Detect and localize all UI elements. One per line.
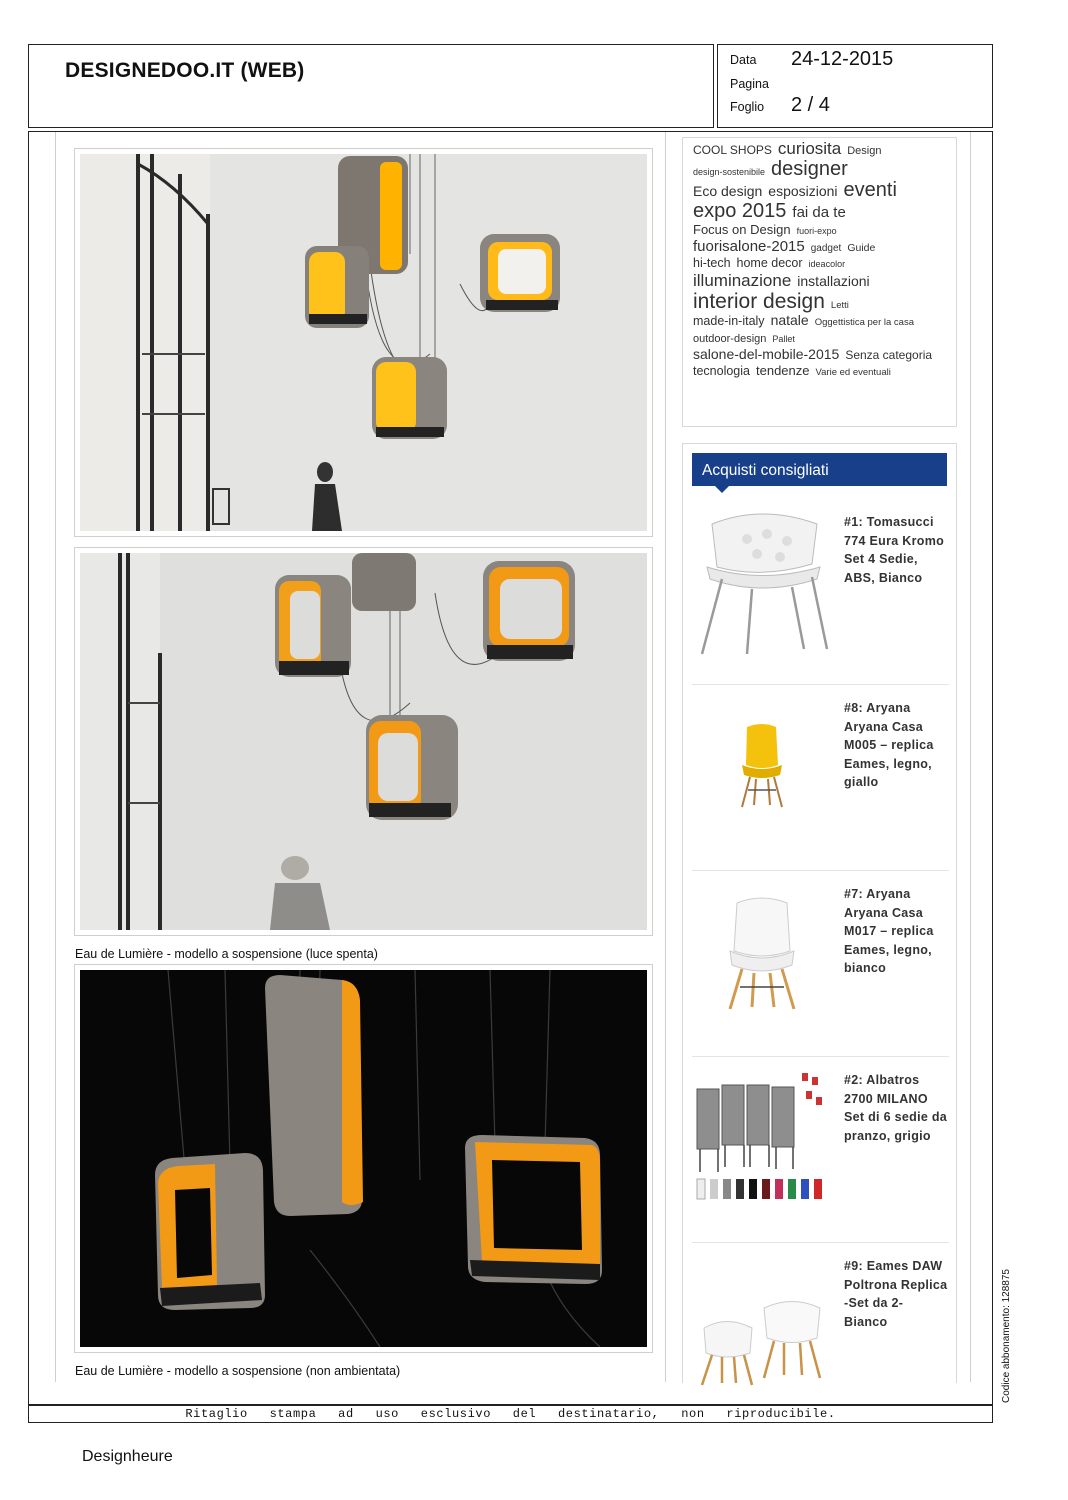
recommended-purchases-widget [682, 443, 957, 1383]
caption-lamps-off: Eau de Lumière - modello a sospensione (luce spenta) [75, 947, 378, 961]
product-item[interactable] [692, 1067, 949, 1243]
date-value: 24-12-2015 [791, 48, 894, 70]
tag-link[interactable]: gadget [810, 242, 842, 254]
header-left-box [28, 44, 714, 128]
tag-link[interactable]: tendenze [756, 363, 810, 379]
publication-title: DESIGNEDOO.IT (WEB) [65, 59, 305, 82]
product-title[interactable]: #2: Albatros 2700 MILANO Set di 6 sedie da pranzo, grigio [844, 1073, 948, 1143]
tag-link[interactable]: Guide [847, 241, 876, 254]
tag-link[interactable]: hi-tech [693, 256, 731, 271]
photo-lamps-studio [74, 964, 653, 1353]
tag-link[interactable]: ideacolor [808, 259, 846, 270]
tag-link[interactable]: Design [847, 145, 882, 157]
tag-link[interactable]: made-in-italy [693, 314, 765, 329]
tag-link[interactable]: design-sostenibile [693, 166, 766, 177]
product-item[interactable] [692, 509, 949, 685]
product-title[interactable]: #8: Aryana Aryana Casa M005 – replica Eames, legno, giallo [844, 701, 934, 790]
tag-link[interactable]: fuorisalone-2015 [693, 237, 805, 255]
product-item[interactable] [692, 1253, 949, 1428]
tag-link[interactable]: Letti [830, 299, 849, 311]
caption-lamps-studio: Eau de Lumière - modello a sospensione (non ambientata) [75, 1364, 401, 1378]
source-name: Designheure [82, 1448, 173, 1465]
product-image[interactable] [692, 1067, 832, 1217]
tag-link[interactable]: Focus on Design [693, 221, 791, 237]
product-image[interactable] [692, 509, 832, 659]
product-image[interactable] [692, 1253, 832, 1403]
tag-link[interactable]: Varie ed eventuali [815, 367, 891, 379]
tag-link[interactable]: fai da te [792, 203, 846, 221]
tag-link[interactable]: natale [770, 312, 809, 329]
column-rule-left [55, 132, 56, 1382]
tag-link[interactable]: illuminazione [693, 271, 792, 291]
column-rule-right [970, 132, 971, 1382]
tag-link[interactable]: interior design [693, 289, 825, 313]
tag-link[interactable]: Pallet [772, 333, 795, 344]
tag-link[interactable]: salone-del-mobile-2015 [693, 345, 840, 362]
product-title[interactable]: #1: Tomasucci 774 Eura Kromo Set 4 Sedie, ABS, Bianco [844, 515, 945, 585]
tag-link[interactable]: Eco design [693, 182, 763, 199]
product-image[interactable] [692, 881, 832, 1031]
tag-link[interactable]: curiosita [777, 139, 842, 158]
tag-link[interactable]: home decor [736, 256, 803, 271]
photo-lamps-lit [74, 148, 653, 537]
column-rule-middle [665, 132, 666, 1382]
product-title[interactable]: #7: Aryana Aryana Casa M017 – replica Eames, legno, bianco [844, 887, 934, 976]
widget-title: Acquisti consigliati [692, 453, 947, 486]
product-title[interactable]: #9: Eames DAW Poltrona Replica -Set da 2- Bianco [844, 1259, 948, 1329]
tag-link[interactable]: Oggettistica per la casa [814, 317, 914, 329]
date-label: Data [730, 53, 757, 67]
product-item[interactable] [692, 881, 949, 1057]
product-image[interactable] [692, 695, 832, 845]
footer-bar [28, 1404, 993, 1423]
tag-link[interactable]: outdoor-design [693, 332, 767, 345]
tag-link[interactable]: expo 2015 [693, 199, 787, 222]
tag-link[interactable]: tecnologia [693, 364, 750, 379]
tag-link[interactable]: installazioni [797, 273, 870, 290]
tag-link[interactable]: eventi [843, 178, 897, 201]
header-meta-box [717, 44, 993, 128]
reproduction-notice: Ritaglio stampa ad uso esclusivo del destinatario, non riproducibile. [185, 1407, 836, 1421]
tag-cloud [682, 137, 957, 427]
page-label: Pagina [730, 77, 769, 91]
widget-title-pointer [715, 486, 729, 493]
tag-link[interactable]: Senza categoria [845, 347, 933, 362]
photo-lamps-off [74, 547, 653, 936]
tag-link[interactable]: COOL SHOPS [693, 143, 772, 157]
subscription-code: Codice abbonamento: 128875 [1001, 1269, 1012, 1403]
sheet-label: Foglio [730, 100, 765, 114]
tag-link[interactable]: fuori-expo [796, 225, 837, 236]
product-item[interactable] [692, 695, 949, 871]
tag-link[interactable]: designer [771, 157, 848, 180]
sheet-value: 2 / 4 [791, 94, 830, 116]
tag-link[interactable]: esposizioni [768, 182, 838, 199]
